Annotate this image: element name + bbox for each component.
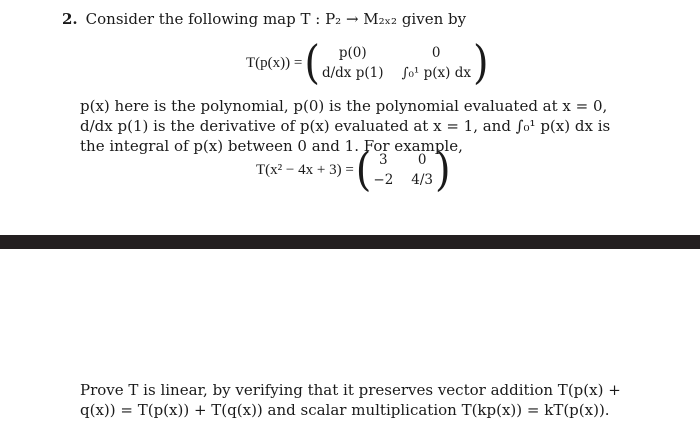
matrix-cell: ∫₀¹ p(x) dx (401, 65, 471, 81)
matrix-cell: −2 (373, 172, 394, 188)
right-paren: ) (435, 143, 451, 197)
divider-bar (0, 235, 700, 249)
left-paren: ( (304, 36, 320, 90)
matrix-cell: 3 (379, 152, 388, 168)
problem-intro: Consider the following map T : P₂ → M₂ₓ₂ given by (85, 10, 467, 28)
task-paragraph: Prove T is linear, by verifying that it preserves vector addition T(p(x) + q(x)) = T(p(x)) + T(q(x)) and scalar multiplication T(kp(x)) = kT(p(x)). (80, 381, 621, 419)
example-equation (256, 143, 453, 197)
right-paren: ) (472, 36, 489, 90)
matrix-cell: 0 (431, 45, 441, 61)
problem-number: 2. (62, 10, 78, 28)
matrix-cell: p(0) (338, 45, 367, 61)
left-paren: ( (355, 143, 372, 197)
definition-lhs: T(p(x)) = (246, 54, 303, 71)
example-matrix (373, 152, 433, 188)
problem-intro-line (62, 10, 466, 28)
matrix-cell: d/dx p(1) (321, 65, 384, 81)
explanation-paragraph: p(x) here is the polynomial, p(0) is the polynomial evaluated at x = 0, d/dx p(1) is the derivative of p(x) evaluated at x = 1, and ∫₀¹ p(x) dx is the integral of p(x) between 0 and 1. For example, (80, 97, 611, 155)
example-lhs: T(x² − 4x + 3) = (256, 161, 354, 178)
definition-matrix (322, 45, 471, 81)
definition-equation (246, 36, 491, 90)
matrix-cell: 0 (417, 152, 427, 168)
matrix-cell: 4/3 (411, 172, 434, 188)
